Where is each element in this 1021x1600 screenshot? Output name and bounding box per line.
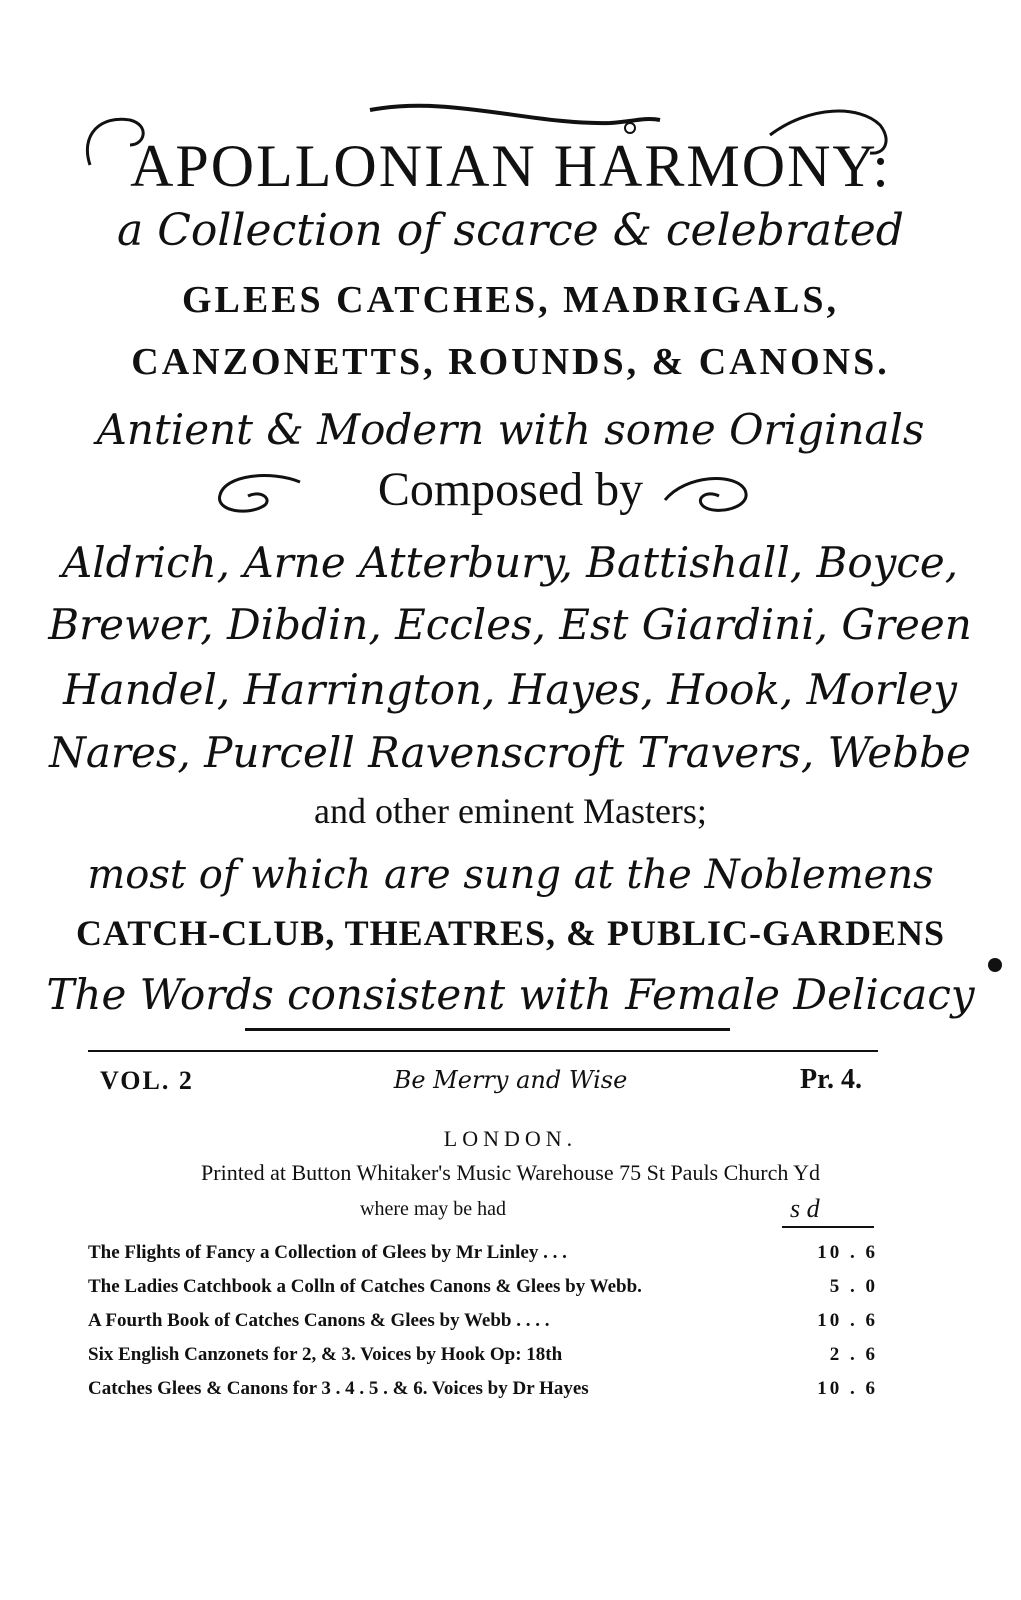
- composers-line-4: Nares, Purcell Ravenscroft Travers, Webbe: [49, 728, 971, 777]
- composed-by-heading: Composed by: [377, 463, 644, 516]
- composers-line-2: Brewer, Dibdin, Eccles, Est Giardini, Green: [48, 600, 972, 649]
- advert-row: [88, 1378, 878, 1410]
- ornamental-rule: [245, 1028, 730, 1031]
- advert-price: 10 . 6: [817, 1378, 878, 1399]
- advert-title: Catches Glees & Canons for 3 . 4 . 5 . & 6. Voices by Dr Hayes: [88, 1378, 589, 1399]
- noblemens-line: most of which are sung at the Noblemens: [87, 852, 934, 898]
- imprint-city: LONDON.: [443, 1126, 578, 1151]
- currency-rule: [782, 1226, 874, 1228]
- currency-header: s d: [790, 1194, 820, 1223]
- advert-row: [88, 1242, 878, 1274]
- advert-row: [88, 1344, 878, 1376]
- right-swirl-ornament: [655, 470, 755, 520]
- composers-line-1: Aldrich, Arne Atterbury, Battishall, Boyce,: [61, 538, 959, 587]
- advert-price: 2 . 6: [829, 1344, 878, 1365]
- advert-title: Six English Canzonets for 2, & 3. Voices by Hook Op: 18th: [88, 1344, 563, 1365]
- divider-rule: [88, 1050, 878, 1052]
- genres-line-1: GLEES CATCHES, MADRIGALS,: [181, 279, 840, 321]
- advert-price: 10 . 6: [817, 1310, 878, 1331]
- composers-line-3: Handel, Harrington, Hayes, Hook, Morley: [63, 665, 957, 714]
- subtitle: a Collection of scarce & celebrated: [117, 205, 904, 256]
- advert-row: [88, 1310, 878, 1342]
- motto: Be Merry and Wise: [393, 1066, 628, 1094]
- advert-title: A Fourth Book of Catches Canons & Glees by Webb . . . .: [88, 1310, 550, 1331]
- where-may-be-had: where may be had: [360, 1198, 507, 1220]
- book-title: APOLLONIAN HARMONY:: [130, 133, 891, 199]
- imprint-printer: Printed at Button Whitaker's Music Warehouse 75 St Pauls Church Yd: [201, 1160, 820, 1185]
- female-delicacy-line: The Words consistent with Female Delicacy: [46, 970, 975, 1019]
- genres-line-2: CANZONETTS, ROUNDS, & CANONS.: [131, 341, 890, 383]
- advert-price: 5 . 0: [829, 1276, 878, 1297]
- volume-number: VOL. 2: [100, 1066, 194, 1095]
- advert-row: [88, 1276, 878, 1308]
- price: Pr. 4.: [800, 1064, 862, 1095]
- advert-title: The Flights of Fancy a Collection of Glees by Mr Linley . . .: [88, 1242, 567, 1263]
- advert-title: The Ladies Catchbook a Colln of Catches Canons & Glees by Webb.: [88, 1276, 642, 1297]
- antient-modern-line: Antient & Modern with some Originals: [96, 405, 925, 454]
- eminent-masters-line: and other eminent Masters;: [314, 791, 707, 831]
- advert-price: 10 . 6: [817, 1242, 878, 1263]
- ink-speck: [988, 958, 1002, 972]
- venues-line: CATCH-CLUB, THEATRES, & PUBLIC-GARDENS: [75, 913, 946, 953]
